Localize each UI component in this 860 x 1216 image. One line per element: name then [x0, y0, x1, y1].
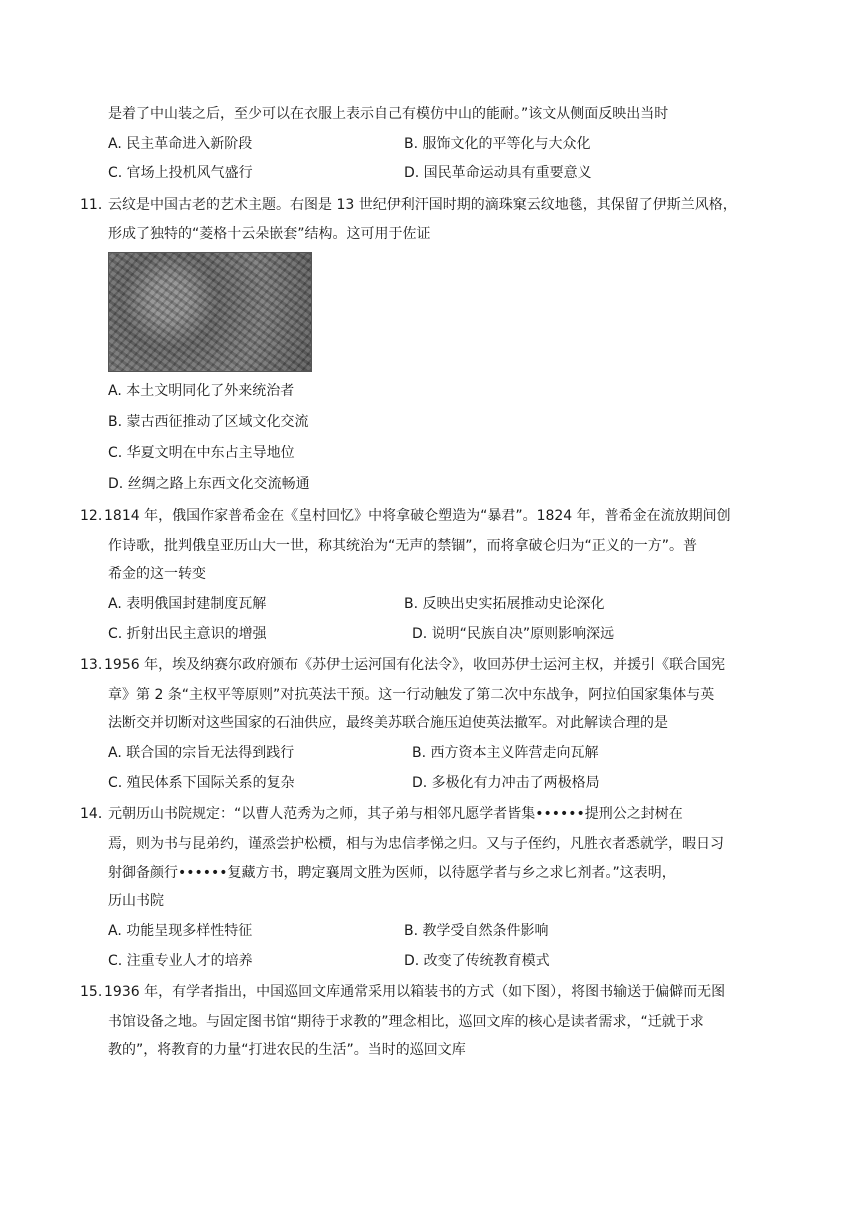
q11-option-a: A. 本土文明同化了外来统治者 — [108, 383, 295, 399]
q10-option-b: B. 服饰文化的平等化与大众化 — [404, 136, 591, 152]
q15-stem-line3: 教的”，将教育的力量“打进农民的生活”。当时的巡回文库 — [108, 1042, 466, 1058]
q12-stem-line2: 作诗歌，批判俄皇亚历山大一世，称其统治为“无声的禁锢”，而将拿破仑归为“正义的一方”。普 — [108, 538, 698, 554]
q14-stem-line3: 射御备颜行••••••复藏方书，聘定襄周文胜为医师，以待愿学者与乡之求匕剂者。”这表明， — [108, 865, 676, 881]
q13-option-b: B. 西方资本主义阵营走向瓦解 — [412, 745, 599, 761]
q11-stem-line2: 形成了独特的“菱格十云朵嵌套”结构。这可用于佐证 — [108, 226, 431, 242]
q13-stem-line3: 法断交并切断对这些国家的石油供应，最终美苏联合施压迫使英法撤军。对此解读合理的是 — [108, 715, 668, 731]
q15-number: 15. — [80, 984, 103, 1000]
q14-stem-line4: 历山书院 — [108, 893, 164, 909]
q12-number: 12. — [80, 508, 103, 524]
q10-stem-tail: 是着了中山装之后，至少可以在衣服上表示自己有模仿中山的能耐。”该文从侧面反映出当时 — [108, 106, 669, 122]
q14-option-d: D. 改变了传统教育模式 — [404, 953, 550, 969]
q12-option-d: D. 说明“民族自决”原则影响深远 — [412, 626, 615, 642]
q13-number: 13. — [80, 657, 103, 673]
q11-option-d: D. 丝绸之路上东西文化交流畅通 — [108, 476, 310, 492]
q12-option-a: A. 表明俄国封建制度瓦解 — [108, 596, 267, 612]
q14-stem-line1: 元朝历山书院规定：“以曹人范秀为之师，其子弟与相邻凡愿学者皆集••••••提刑公之封树在 — [108, 806, 683, 822]
q10-option-a: A. 民主革命进入新阶段 — [108, 136, 253, 152]
q11-number: 11． — [80, 197, 112, 213]
q13-stem-line2: 章》第 2 条“主权平等原则”对抗英法干预。这一行动触发了第二次中东战争，阿拉伯国家集体与英 — [108, 687, 715, 703]
q11-stem-line1: 云纹是中国古老的艺术主题。右图是 13 世纪伊利汗国时期的滴珠窠云纹地毯，其保留了伊斯兰风格， — [108, 197, 737, 213]
q12-stem-line1: 1814 年，俄国作家普希金在《皇村回忆》中将拿破仑塑造为“暴君”。1824 年，普希金在流放期间创 — [104, 508, 731, 524]
q10-option-c: C. 官场上投机风气盛行 — [108, 165, 253, 181]
q15-stem-line2: 书馆设备之地。与固定图书馆“期待于求教的”理念相比，巡回文库的核心是读者需求，“迁就于求 — [108, 1014, 704, 1030]
carpet-image — [108, 252, 312, 372]
q13-option-d: D. 多极化有力冲击了两极格局 — [412, 775, 600, 791]
q10-option-d: D. 国民革命运动具有重要意义 — [404, 165, 592, 181]
q11-option-c: C. 华夏文明在中东占主导地位 — [108, 445, 295, 461]
q11-option-b: B. 蒙古西征推动了区域文化交流 — [108, 414, 309, 430]
q15-stem-line1: 1936 年，有学者指出，中国巡回文库通常采用以箱装书的方式（如下图），将图书输送于偏僻而无图 — [104, 984, 726, 1000]
q13-option-a: A. 联合国的宗旨无法得到践行 — [108, 745, 295, 761]
q12-option-c: C. 折射出民主意识的增强 — [108, 626, 267, 642]
q14-number: 14． — [80, 806, 112, 822]
q14-option-b: B. 教学受自然条件影响 — [404, 923, 549, 939]
q12-stem-line3: 希金的这一转变 — [108, 566, 206, 582]
q14-stem-line2: 焉，则为书与昆弟约，谨烝尝护松槚，相与为忠信孝悌之归。又与子侄约，凡胜衣者悉就学，暇日习 — [108, 836, 724, 852]
q14-option-c: C. 注重专业人才的培养 — [108, 953, 253, 969]
q13-option-c: C. 殖民体系下国际关系的复杂 — [108, 775, 295, 791]
q12-option-b: B. 反映出史实拓展推动史论深化 — [404, 596, 605, 612]
q14-option-a: A. 功能呈现多样性特征 — [108, 923, 253, 939]
q13-stem-line1: 1956 年，埃及纳赛尔政府颁布《苏伊士运河国有化法令》，收回苏伊士运河主权，并援引《联合国宪 — [104, 657, 726, 673]
